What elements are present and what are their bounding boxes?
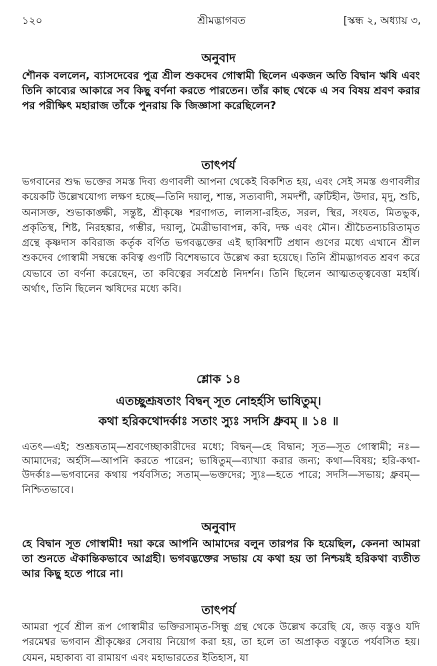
page-number: ১২০: [22, 15, 43, 27]
translation-heading: অনুবাদ: [201, 51, 236, 65]
purport-heading: তাৎপর্য: [201, 158, 236, 172]
chapter-reference: [স্কন্ধ ২, অধ্যায় ৩,: [343, 15, 421, 27]
translation-text-2: হে বিদ্বান সূত গোস্বামী! দয়া করে আপনি আমাদের বলুন তারপর কি হয়েছিল, কেননা আমরা তা শুনতে ঐকান্তিকভাবে আগ্রহী। ভগবদ্ভক্তের সভায় যে কথা হয় তা নিশ্চয়ই হরিকথা ব্যতীত আর কিছু হতে পারে না।: [22, 538, 420, 580]
translation-heading-2: অনুবাদ: [201, 520, 236, 534]
purport-heading-2: তাৎপর্য: [201, 603, 236, 617]
sloka-line-2: কথা হরিকথোদর্কাঃ সতাং স্যুঃ সদসি ধ্রুবম্ ॥ ১৪ ॥: [98, 414, 339, 428]
book-title: শ্রীমদ্ভাগবত: [197, 15, 246, 27]
translation-text: শৌনক বললেন, ব্যাসদেবের পুত্র শ্রীল শুকদেব গোস্বামী ছিলেন একজন অতি বিদ্বান ঋষি এবং তিনি কাব্যের আকারে সব কিছু বর্ণনা করতে পারতেন। তাঁর কাছ থেকে এ সব বিষয় শ্রবণ করার পর পরীক্ষিৎ মহারাজ তাঁকে পুনরায় কি জিজ্ঞাসা করেছিলেন?: [22, 70, 420, 112]
sloka-number: শ্লোক ১৪: [196, 372, 241, 386]
synonyms-text: এতৎ—এই; শুশ্রূষতাম্—শ্রবণেচ্ছাকারীদের মধ্যে; বিদ্বন্—হে বিদ্বান; সূত—সূত গোস্বামী; নঃ—আমাদের; অর্হসি—আপনি করতে পারেন; ভাষিতুম্—ব্যাখ্যা করার জন্য; কথা—বিষয়; হরি-কথা-উদর্কাঃ—ভগবানের কথায় পর্যবসিত; সতাম্—ভক্তদের; স্যুঃ—হতে পারে; সদসি—সভায়; ধ্রুবম্—নিশ্চিতভাবে।: [22, 442, 420, 496]
purport-text: ভগবানের শুদ্ধ ভক্তের সমস্ত দিব্য গুণাবলী আপনা থেকেই বিকশিত হয়, এবং সেই সমস্ত গুণাবলীর কয়েকটি উল্লেখযোগ্য লক্ষণ হচ্ছে—তিনি দয়ালু, শান্ত, সত্যবাদী, সমদর্শী, ত্রুটিহীন, উদার, মৃদু, শুচি, অনাসক্ত, শুভাকাঙ্ক্ষী, সন্তুষ্ট, শ্রীকৃষ্ণে শরণাগত, লালসা-রহিত, সরল, স্থির, সংযত, মিতভুক, প্রকৃতিস্থ, শিষ্ট, নিরহঙ্কার, গম্ভীর, দয়ালু, মৈত্রীভাবাপন্ন, কবি, দক্ষ এবং মৌন। শ্রীচৈতন্যচরিতামৃত গ্রন্থে কৃষ্ণদাস কবিরাজ কর্তৃক বর্ণিত ভগবদ্ভক্তের এই ছাব্বিশটি প্রধান গুণের মধ্যে এখানে শ্রীল শুকদেব গোস্বামী সম্বন্ধে কবিত্ব গুণটি বিশেষভাবে উল্লেখ করা হয়েছে। তিনি শ্রীমদ্ভাগবত শ্রবণ করে যেভাবে তা বর্ণনা করেছেন, তা কবিত্বের সর্বশ্রেষ্ঠ নিদর্শন। তিনি ছিলেন আত্মতত্ত্ববেত্তা মহর্ষি। অর্থাৎ, তিনি ছিলেন ঋষিদের মধ্যে কবি।: [22, 177, 420, 296]
page-header: [22, 14, 421, 28]
purport-text-2: আমরা পূর্বে শ্রীল রূপ গোস্বামীর ভক্তিরসামৃত-সিন্ধু গ্রন্থ থেকে উল্লেখ করেছি যে, জড় বস্তুও যদি পরমেশ্বর ভগবান শ্রীকৃষ্ণের সেবায় নিয়োগ করা হয়, তা হলে তা অপ্রাকৃত বস্তুতে পর্যবসিত হয়। যেমন, মহাকাব্য বা রামায়ণ এবং মহাভারতের ইতিহাস, যা: [22, 622, 420, 664]
sloka-line-1: এতচ্ছুশ্রূষতাং বিদ্বন্ সূত নোহর্হসি ভাষিতুম্।: [115, 394, 322, 408]
